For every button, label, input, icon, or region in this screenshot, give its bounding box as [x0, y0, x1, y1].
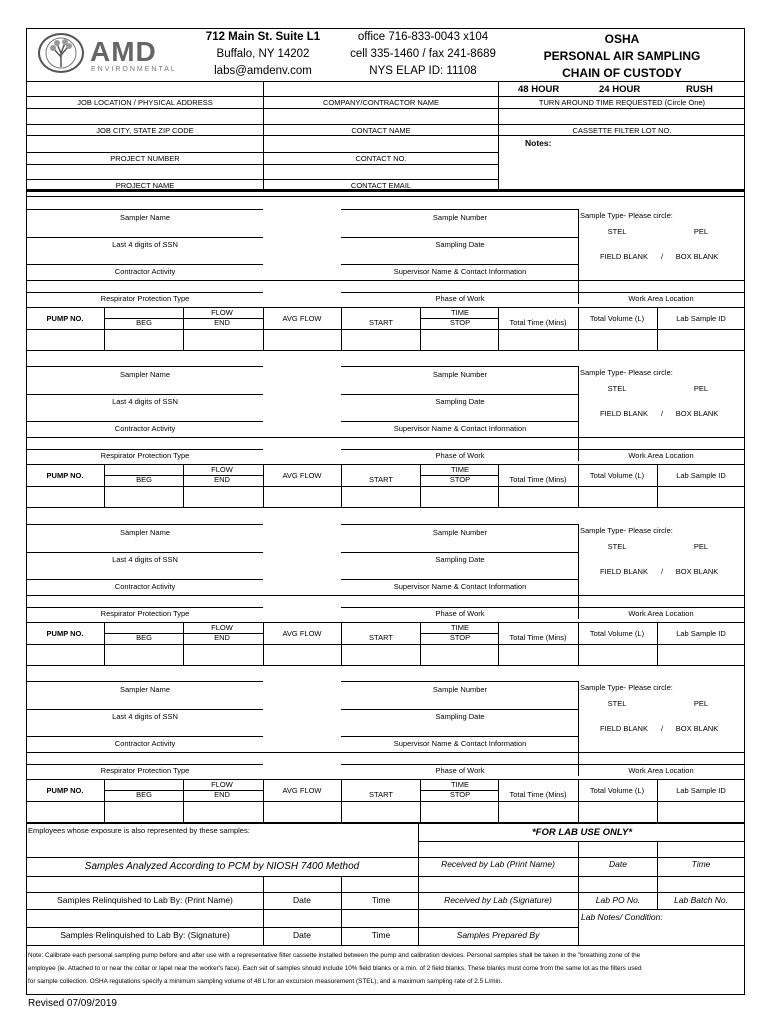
- address-line-1: 712 Main St. Suite L1: [205, 31, 321, 43]
- work-area-label: Work Area Location: [628, 766, 694, 775]
- sample-type-stel: STEL: [607, 384, 627, 393]
- relinquished-time-label: Time: [371, 895, 391, 905]
- sampler-name-field[interactable]: [27, 512, 263, 524]
- sample-number-label: Sample Number: [432, 685, 488, 694]
- sample-number-field[interactable]: [341, 354, 578, 366]
- work-area-label: Work Area Location: [628, 451, 694, 460]
- flow-header: FLOW: [211, 623, 233, 632]
- supervisor-field[interactable]: [341, 724, 578, 736]
- phase-of-work-label: Phase of Work: [435, 766, 485, 775]
- flow-end-input[interactable]: [184, 802, 263, 822]
- flow-beg-header: BEG: [136, 790, 152, 799]
- avg-flow-header: AVG FLOW: [282, 629, 322, 638]
- time-start-input[interactable]: [342, 645, 420, 665]
- contractor-activity-label: Contractor Activity: [114, 424, 176, 433]
- tat-label: TURN AROUND TIME REQUESTED (Circle One): [538, 98, 706, 107]
- lab-sample-id-header: Lab Sample ID: [676, 786, 726, 795]
- notes-field[interactable]: [499, 136, 744, 190]
- total-volume-header: Total Volume (L): [589, 629, 645, 638]
- lab-email: labs@amdenv.com: [214, 65, 312, 77]
- total-volume-input[interactable]: [579, 645, 657, 665]
- lab-sample-id-input[interactable]: [658, 802, 744, 822]
- lab-notes-field[interactable]: [579, 922, 744, 944]
- flow-beg-header: BEG: [136, 633, 152, 642]
- flow-beg-input[interactable]: [105, 330, 183, 350]
- sampler-name-field[interactable]: [27, 354, 263, 366]
- form-title-sampling: PERSONAL AIR SAMPLING: [543, 49, 701, 63]
- time-header: TIME: [451, 308, 469, 317]
- ssn-label: Last 4 digits of SSN: [112, 555, 178, 564]
- sample-type-field-blank: FIELD BLANK: [600, 724, 648, 733]
- company-contractor-label: COMPANY/CONTRACTOR NAME: [323, 98, 439, 107]
- time-start-header: START: [369, 633, 393, 642]
- lab-po-label: Lab PO No.: [595, 895, 641, 905]
- respirator-label: Respirator Protection Type: [100, 766, 190, 775]
- phase-of-work-label: Phase of Work: [435, 609, 485, 618]
- lab-sample-id-header: Lab Sample ID: [676, 629, 726, 638]
- sample-type-pel: PEL: [693, 384, 709, 393]
- note-line-3: for sample collection. OSHA regulations specify a minimum sampling volume of 48 L for an excursion measurement (STEL), and a maximum sampling rate of 2.5 L/min.: [28, 978, 503, 985]
- sampling-date-label: Sampling Date: [435, 240, 485, 249]
- office-phone: office 716-833-0043 x104: [357, 31, 489, 43]
- tat-rush[interactable]: RUSH: [686, 84, 713, 95]
- total-time-header: Total Time (Mins): [509, 318, 567, 327]
- supervisor-field[interactable]: [341, 252, 578, 264]
- sample-type-slash: /: [660, 567, 664, 576]
- flow-end-header: END: [214, 633, 230, 642]
- received-print-label: Received by Lab (Print Name): [441, 859, 555, 869]
- total-time-header: Total Time (Mins): [509, 475, 567, 484]
- time-start-input[interactable]: [342, 487, 420, 507]
- pump-no-label: PUMP NO.: [46, 629, 84, 638]
- elap-id: NYS ELAP ID: 11108: [369, 65, 477, 77]
- received-print-field[interactable]: [419, 877, 578, 892]
- contact-no-label: CONTACT NO.: [355, 154, 407, 163]
- sample-type-field-blank: FIELD BLANK: [600, 252, 648, 261]
- pump-no-label: PUMP NO.: [46, 471, 84, 480]
- total-time-input[interactable]: [499, 802, 578, 822]
- avg-flow-header: AVG FLOW: [282, 314, 322, 323]
- ssn-field[interactable]: [27, 225, 263, 237]
- relinquished-signature-label: Samples Relinquished to Lab By: (Signature): [60, 930, 230, 940]
- respirator-label: Respirator Protection Type: [100, 609, 190, 618]
- flow-beg-input[interactable]: [105, 645, 183, 665]
- relinquished-sig-date-label: Date: [293, 930, 311, 940]
- ssn-field[interactable]: [27, 382, 263, 394]
- lab-batch-label: Lab Batch No.: [674, 895, 728, 905]
- flow-header: FLOW: [211, 780, 233, 789]
- sampler-name-label: Sampler Name: [119, 685, 171, 694]
- pump-no-label: PUMP NO.: [46, 786, 84, 795]
- sample-type-stel: STEL: [607, 542, 627, 551]
- received-time-label: Time: [691, 859, 711, 869]
- supervisor-label: Supervisor Name & Contact Information: [393, 739, 527, 748]
- lab-sample-id-input[interactable]: [658, 330, 744, 350]
- sample-type-pel: PEL: [693, 542, 709, 551]
- time-header: TIME: [451, 623, 469, 632]
- total-time-header: Total Time (Mins): [509, 633, 567, 642]
- cassette-lot-label: CASSETTE FILTER LOT NO.: [572, 126, 672, 135]
- contractor-activity-field[interactable]: [27, 409, 263, 421]
- pump-no-input[interactable]: [27, 487, 104, 507]
- time-stop-input[interactable]: [421, 330, 498, 350]
- sample-type-box-blank: BOX BLANK: [675, 724, 719, 733]
- pcm-method-label: Samples Analyzed According to PCM by NIOSH 7400 Method: [84, 861, 360, 872]
- address-line-2: Buffalo, NY 14202: [216, 48, 310, 60]
- relinquished-sig-time-label: Time: [371, 930, 391, 940]
- avg-flow-input[interactable]: [264, 487, 341, 507]
- time-stop-header: STOP: [449, 318, 471, 327]
- sample-type-label: Sample Type- Please circle:: [580, 526, 673, 535]
- work-area-label: Work Area Location: [628, 294, 694, 303]
- sample-number-label: Sample Number: [432, 213, 488, 222]
- flow-end-header: END: [214, 475, 230, 484]
- sampling-date-field[interactable]: [341, 540, 578, 552]
- flow-end-header: END: [214, 790, 230, 799]
- contractor-activity-label: Contractor Activity: [114, 267, 176, 276]
- lab-sample-id-input[interactable]: [658, 645, 744, 665]
- total-time-input[interactable]: [499, 645, 578, 665]
- lab-use-only-label: *FOR LAB USE ONLY*: [531, 827, 633, 838]
- contractor-activity-field[interactable]: [27, 252, 263, 264]
- total-volume-header: Total Volume (L): [589, 786, 645, 795]
- tat-48-hour[interactable]: 48 HOUR: [518, 84, 560, 95]
- relinquished-date-label: Date: [293, 895, 311, 905]
- respirator-label: Respirator Protection Type: [100, 294, 190, 303]
- lab-notes-label: Lab Notes/ Condition:: [581, 912, 663, 922]
- job-location-field[interactable]: [27, 109, 263, 124]
- sample-type-field-blank: FIELD BLANK: [600, 567, 648, 576]
- time-start-header: START: [369, 790, 393, 799]
- employees-label: Employees whose exposure is also represented by these samples:: [28, 826, 250, 835]
- sample-number-field[interactable]: [341, 669, 578, 681]
- sample-type-box-blank: BOX BLANK: [675, 252, 719, 261]
- time-stop-header: STOP: [449, 790, 471, 799]
- flow-header: FLOW: [211, 465, 233, 474]
- flow-beg-header: BEG: [136, 475, 152, 484]
- flow-end-input[interactable]: [184, 487, 263, 507]
- ssn-label: Last 4 digits of SSN: [112, 240, 178, 249]
- flow-beg-header: BEG: [136, 318, 152, 327]
- contact-email-label: CONTACT EMAIL: [350, 181, 412, 190]
- flow-beg-input[interactable]: [105, 487, 183, 507]
- supervisor-label: Supervisor Name & Contact Information: [393, 582, 527, 591]
- total-volume-input[interactable]: [579, 330, 657, 350]
- time-start-header: START: [369, 475, 393, 484]
- time-stop-input[interactable]: [421, 645, 498, 665]
- received-date-label: Date: [609, 859, 627, 869]
- sample-number-field[interactable]: [341, 512, 578, 524]
- total-time-input[interactable]: [499, 330, 578, 350]
- total-volume-input[interactable]: [579, 802, 657, 822]
- relinquished-signature-field[interactable]: [27, 910, 263, 927]
- sample-type-slash: /: [660, 252, 664, 261]
- contact-name-label: CONTACT NAME: [351, 126, 411, 135]
- sampler-name-field[interactable]: [27, 669, 263, 681]
- contractor-activity-label: Contractor Activity: [114, 582, 176, 591]
- flow-header: FLOW: [211, 308, 233, 317]
- supervisor-label: Supervisor Name & Contact Information: [393, 424, 527, 433]
- phase-of-work-label: Phase of Work: [435, 451, 485, 460]
- work-area-label: Work Area Location: [628, 609, 694, 618]
- supervisor-label: Supervisor Name & Contact Information: [393, 267, 527, 276]
- time-header: TIME: [451, 465, 469, 474]
- supervisor-field[interactable]: [341, 409, 578, 421]
- tree-logo-icon: [38, 33, 84, 73]
- pump-no-label: PUMP NO.: [46, 314, 84, 323]
- avg-flow-header: AVG FLOW: [282, 786, 322, 795]
- ssn-label: Last 4 digits of SSN: [112, 712, 178, 721]
- sampler-name-label: Sampler Name: [119, 528, 171, 537]
- sampling-date-field[interactable]: [341, 697, 578, 709]
- relinquished-print-field[interactable]: [27, 877, 263, 892]
- sample-type-label: Sample Type- Please circle:: [580, 368, 673, 377]
- avg-flow-input[interactable]: [264, 802, 341, 822]
- received-signature-label: Received by Lab (Signature): [444, 895, 552, 905]
- sampling-date-field[interactable]: [341, 225, 578, 237]
- note-line-2: employee (ie. Attached to or near the collar or lapel near the worker's face). Each set of samples should include 10% field blanks or a min. of 2 field blanks. These blanks must come from the same lot as the filters used: [28, 965, 642, 972]
- sample-number-field[interactable]: [341, 197, 578, 209]
- ssn-label: Last 4 digits of SSN: [112, 397, 178, 406]
- job-city-label: JOB CITY, STATE ZIP CODE: [96, 126, 194, 135]
- pump-no-input[interactable]: [27, 645, 104, 665]
- sample-type-slash: /: [660, 409, 664, 418]
- sampling-date-label: Sampling Date: [435, 555, 485, 564]
- sampling-date-label: Sampling Date: [435, 397, 485, 406]
- sampling-date-field[interactable]: [341, 382, 578, 394]
- sample-type-field-blank: FIELD BLANK: [600, 409, 648, 418]
- sample-number-label: Sample Number: [432, 370, 488, 379]
- pump-no-input[interactable]: [27, 802, 104, 822]
- company-contractor-field[interactable]: [264, 109, 498, 124]
- pump-no-input[interactable]: [27, 330, 104, 350]
- flow-end-input[interactable]: [184, 645, 263, 665]
- sample-type-label: Sample Type- Please circle:: [580, 211, 673, 220]
- job-location-label: JOB LOCATION / PHYSICAL ADDRESS: [77, 98, 213, 107]
- time-stop-header: STOP: [449, 475, 471, 484]
- lab-sample-id-header: Lab Sample ID: [676, 314, 726, 323]
- time-start-header: START: [369, 318, 393, 327]
- tat-field[interactable]: [499, 109, 744, 124]
- respirator-label: Respirator Protection Type: [100, 451, 190, 460]
- company-logo-text: AMD: [90, 36, 157, 67]
- sampling-date-label: Sampling Date: [435, 712, 485, 721]
- sample-number-label: Sample Number: [432, 528, 488, 537]
- sample-type-stel: STEL: [607, 699, 627, 708]
- supervisor-field[interactable]: [341, 567, 578, 579]
- total-volume-input[interactable]: [579, 487, 657, 507]
- time-start-input[interactable]: [342, 330, 420, 350]
- flow-beg-input[interactable]: [105, 802, 183, 822]
- project-name-label: PROJECT NAME: [115, 181, 175, 190]
- relinquished-print-label: Samples Relinquished to Lab By: (Print Name): [57, 895, 233, 905]
- contractor-activity-label: Contractor Activity: [114, 739, 176, 748]
- sampler-name-field[interactable]: [27, 197, 263, 209]
- sample-type-pel: PEL: [693, 227, 709, 236]
- lab-sample-id-input[interactable]: [658, 487, 744, 507]
- contractor-activity-field[interactable]: [27, 567, 263, 579]
- company-logo-subtext: ENVIRONMENTAL: [91, 66, 177, 73]
- tat-24-hour[interactable]: 24 HOUR: [599, 84, 641, 95]
- employees-field[interactable]: [27, 836, 418, 858]
- time-stop-header: STOP: [449, 633, 471, 642]
- total-time-input[interactable]: [499, 487, 578, 507]
- sample-type-box-blank: BOX BLANK: [675, 409, 719, 418]
- notes-label: Notes:: [525, 138, 552, 148]
- avg-flow-input[interactable]: [264, 645, 341, 665]
- total-time-header: Total Time (Mins): [509, 790, 567, 799]
- time-stop-input[interactable]: [421, 802, 498, 822]
- sample-type-pel: PEL: [693, 699, 709, 708]
- total-volume-header: Total Volume (L): [589, 314, 645, 323]
- time-start-input[interactable]: [342, 802, 420, 822]
- ssn-field[interactable]: [27, 540, 263, 552]
- flow-end-header: END: [214, 318, 230, 327]
- sample-type-stel: STEL: [607, 227, 627, 236]
- project-number-label: PROJECT NUMBER: [110, 154, 180, 163]
- time-header: TIME: [451, 780, 469, 789]
- lab-sample-id-header: Lab Sample ID: [676, 471, 726, 480]
- prepared-by-label: Samples Prepared By: [456, 930, 540, 940]
- revision-date: Revised 07/09/2019: [28, 998, 117, 1009]
- phase-of-work-label: Phase of Work: [435, 294, 485, 303]
- time-stop-input[interactable]: [421, 487, 498, 507]
- sample-type-box-blank: BOX BLANK: [675, 567, 719, 576]
- cell-fax: cell 335-1460 / fax 241-8689: [350, 48, 496, 60]
- form-title-osha: OSHA: [604, 32, 640, 46]
- avg-flow-header: AVG FLOW: [282, 471, 322, 480]
- contractor-activity-field[interactable]: [27, 724, 263, 736]
- sampler-name-label: Sampler Name: [119, 370, 171, 379]
- note-line-1: Note: Calibrate each personal sampling pump before and after use with a representative filter cassette installed between the pump and calibration devices. Personal samples shall be taken in the "breathing zone of the: [28, 952, 641, 959]
- sample-type-label: Sample Type- Please circle:: [580, 683, 673, 692]
- flow-end-input[interactable]: [184, 330, 263, 350]
- sample-type-slash: /: [660, 724, 664, 733]
- form-title-coc: CHAIN OF CUSTODY: [562, 66, 682, 80]
- avg-flow-input[interactable]: [264, 330, 341, 350]
- sampler-name-label: Sampler Name: [119, 213, 171, 222]
- total-volume-header: Total Volume (L): [589, 471, 645, 480]
- ssn-field[interactable]: [27, 697, 263, 709]
